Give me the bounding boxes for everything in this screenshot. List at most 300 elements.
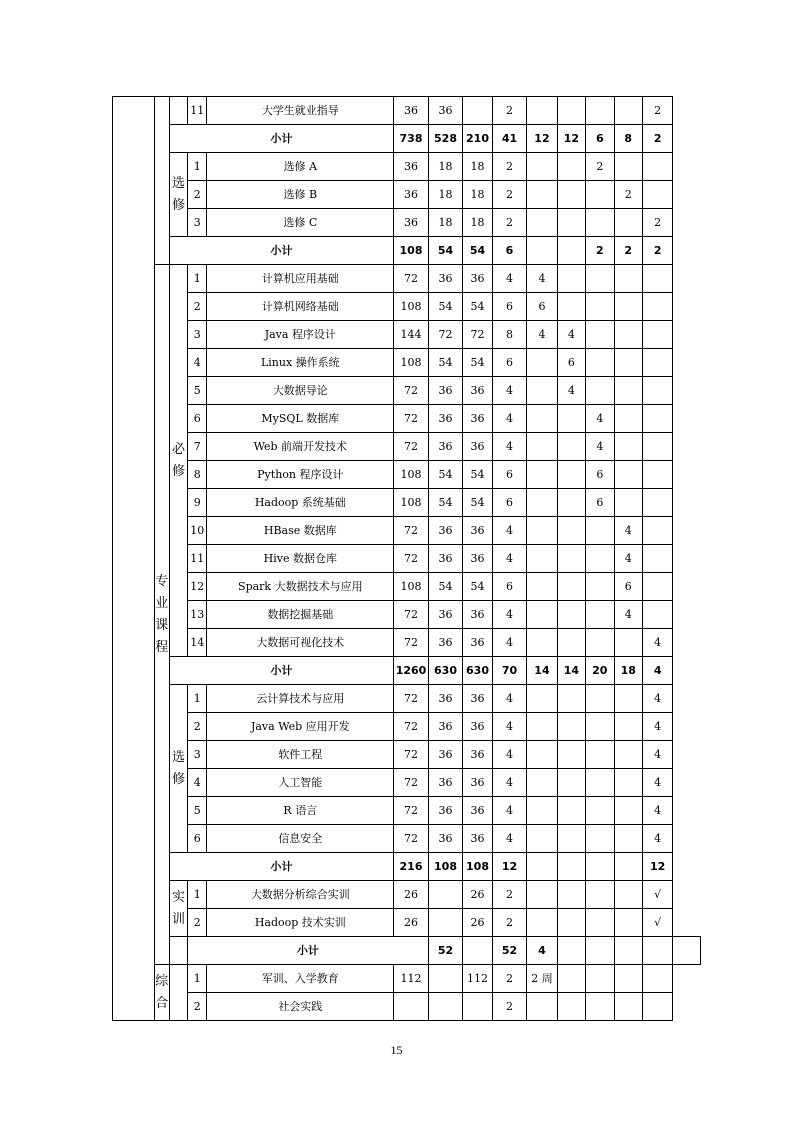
cell-s3: [586, 265, 614, 293]
subtotal-credit: 41: [492, 125, 527, 153]
cell-credit: 4: [492, 741, 527, 769]
cell-s1: [527, 405, 557, 433]
cell-hours: 72: [394, 741, 429, 769]
table-row: [113, 293, 701, 321]
cell-hours: 144: [394, 321, 429, 349]
cell-hours: 36: [394, 209, 429, 237]
cell-name: Hadoop 技术实训: [207, 909, 394, 937]
cell-practice: 36: [463, 825, 492, 853]
cell-name: 选修 C: [207, 209, 394, 237]
cell-no: 1: [188, 153, 207, 181]
cell-s5: [642, 517, 672, 545]
cell-name: 计算机网络基础: [207, 293, 394, 321]
vertical-label-char: 业: [155, 595, 169, 611]
cell-credit: 4: [492, 629, 527, 657]
vertical-label-char: 修: [171, 463, 185, 479]
cell-theory: 36: [428, 713, 463, 741]
cell-s1: 6: [527, 293, 557, 321]
cell-practice: 36: [463, 545, 492, 573]
subtotal-practice: 210: [463, 125, 492, 153]
cell-theory: 36: [428, 685, 463, 713]
cell-practice: 36: [463, 741, 492, 769]
cell-s5: √: [642, 881, 672, 909]
cell-s5: [642, 265, 672, 293]
cell-name: 信息安全: [207, 825, 394, 853]
cell-theory: [428, 909, 463, 937]
comprehensive-label: [154, 965, 169, 1021]
table-row: [113, 349, 701, 377]
subtotal-hours: 738: [394, 125, 429, 153]
cell-name: 社会实践: [207, 993, 394, 1021]
cell-s2: [557, 993, 585, 1021]
cell-hours: 36: [394, 181, 429, 209]
cell-practice: 54: [463, 461, 492, 489]
cell-practice: 18: [463, 181, 492, 209]
cell-s2: [557, 265, 585, 293]
cell-s1: [527, 741, 557, 769]
cell-s3: [586, 825, 614, 853]
subtotal-s4: 8: [614, 125, 642, 153]
cell-s2: [557, 461, 585, 489]
cell-s4: [614, 293, 642, 321]
cell-s5: 4: [642, 741, 672, 769]
table-row: [113, 741, 701, 769]
cell-hours: 36: [394, 153, 429, 181]
cell-s3: 6: [586, 489, 614, 517]
cell-credit: 2: [492, 993, 527, 1021]
table-row: [113, 97, 701, 125]
cell-name: 云计算技术与应用: [207, 685, 394, 713]
table-row: [113, 181, 701, 209]
cell-credit: 2: [492, 209, 527, 237]
cell-s5: [642, 545, 672, 573]
cell-practice: 36: [463, 629, 492, 657]
cell-s5: [642, 573, 672, 601]
cell-s4: [614, 769, 642, 797]
subtotal-practice: 54: [463, 237, 492, 265]
cell-s1: [527, 209, 557, 237]
cell-no: 4: [188, 769, 207, 797]
cell-hours: 72: [394, 601, 429, 629]
subtotal-theory: 108: [428, 853, 463, 881]
cell-no: 4: [188, 349, 207, 377]
vertical-label-char: 课: [155, 617, 169, 633]
cell-s4: [614, 489, 642, 517]
cell-no: 1: [188, 881, 207, 909]
cell-hours: 108: [394, 489, 429, 517]
cell-s4: [614, 881, 642, 909]
cell-theory: 54: [428, 349, 463, 377]
cell-theory: 18: [428, 181, 463, 209]
subtotal-s1: 12: [527, 125, 557, 153]
subgroup-cell: [169, 937, 187, 965]
cell-theory: 18: [428, 209, 463, 237]
cell-name: MySQL 数据库: [207, 405, 394, 433]
cell-s4: [614, 741, 642, 769]
vertical-label-char: 必: [171, 441, 185, 457]
cell-s3: [586, 741, 614, 769]
cell-s3: [586, 349, 614, 377]
cell-practice: [463, 993, 492, 1021]
cell-credit: 4: [492, 377, 527, 405]
cell-no: 2: [188, 293, 207, 321]
cell-credit: 2: [492, 965, 527, 993]
cell-s3: [586, 377, 614, 405]
cell-practice: 26: [463, 909, 492, 937]
cell-s3: [586, 181, 614, 209]
cell-s4: [614, 993, 642, 1021]
cell-theory: 18: [428, 153, 463, 181]
cell-no: 2: [188, 909, 207, 937]
cell-s3: [586, 517, 614, 545]
cell-s3: [586, 573, 614, 601]
cell-s3: [586, 881, 614, 909]
subtotal-theory: 528: [428, 125, 463, 153]
subtotal-hours: 216: [394, 853, 429, 881]
cell-s2: 4: [557, 321, 585, 349]
subtotal-s2: 14: [557, 657, 585, 685]
cell-s1: [527, 181, 557, 209]
cell-s3: [586, 909, 614, 937]
cell-theory: 36: [428, 629, 463, 657]
cell-s1: 4: [527, 265, 557, 293]
cell-name: 选修 A: [207, 153, 394, 181]
cell-s3: [586, 713, 614, 741]
cell-no: 13: [188, 601, 207, 629]
cell-hours: 72: [394, 433, 429, 461]
cell-s1: [527, 349, 557, 377]
cell-credit: 2: [492, 909, 527, 937]
cell-hours: 26: [394, 909, 429, 937]
cell-hours: [394, 993, 429, 1021]
vertical-label-char: 选: [171, 175, 185, 191]
cell-credit: 4: [492, 825, 527, 853]
cell-practice: 112: [463, 965, 492, 993]
table-row: [113, 405, 701, 433]
subtotal-credit: 4: [527, 937, 557, 965]
cell-practice: 18: [463, 209, 492, 237]
cell-hours: 72: [394, 545, 429, 573]
cell-practice: 54: [463, 573, 492, 601]
cell-no: 1: [188, 965, 207, 993]
cell-s5: [642, 993, 672, 1021]
cell-s2: [557, 825, 585, 853]
cell-s4: [614, 321, 642, 349]
cell-credit: 4: [492, 265, 527, 293]
cell-s4: [614, 433, 642, 461]
cell-no: 5: [188, 377, 207, 405]
cell-no: 2: [188, 993, 207, 1021]
cell-s5: [642, 349, 672, 377]
cell-s2: [557, 769, 585, 797]
cell-name: 软件工程: [207, 741, 394, 769]
cell-s1: [527, 797, 557, 825]
curriculum-table: [112, 96, 701, 1021]
cell-s3: 6: [586, 461, 614, 489]
cell-s4: [614, 713, 642, 741]
cell-hours: 72: [394, 629, 429, 657]
cell-s2: [557, 209, 585, 237]
subtotal-row: [113, 657, 701, 685]
cell-name: Spark 大数据技术与应用: [207, 573, 394, 601]
cell-s1: [527, 97, 557, 125]
cell-theory: [428, 965, 463, 993]
cell-credit: 6: [492, 293, 527, 321]
cell-no: 1: [188, 265, 207, 293]
table-row: [113, 685, 701, 713]
cell-theory: 36: [428, 797, 463, 825]
table-row: [113, 769, 701, 797]
cell-no: 6: [188, 825, 207, 853]
cell-no: 2: [188, 181, 207, 209]
subtotal-row: [113, 237, 701, 265]
subtotal-s1: [557, 937, 585, 965]
cell-credit: 2: [492, 181, 527, 209]
subtotal-hours: 52: [428, 937, 463, 965]
cell-no: 14: [188, 629, 207, 657]
cell-practice: 36: [463, 685, 492, 713]
subtotal-credit: 12: [492, 853, 527, 881]
cell-credit: 6: [492, 349, 527, 377]
vertical-label-char: 修: [171, 771, 185, 787]
subtotal-s1: [527, 853, 557, 881]
table-row: [113, 517, 701, 545]
cell-practice: 36: [463, 377, 492, 405]
subtotal-s2: 12: [557, 125, 585, 153]
cell-s3: 4: [586, 433, 614, 461]
cell-s4: [614, 909, 642, 937]
table-row: [113, 965, 701, 993]
cell-s2: 6: [557, 349, 585, 377]
table-row: [113, 433, 701, 461]
cell-s3: [586, 321, 614, 349]
cell-name: Linux 操作系统: [207, 349, 394, 377]
cell-credit: 6: [492, 573, 527, 601]
cell-practice: 72: [463, 321, 492, 349]
cell-name: Python 程序设计: [207, 461, 394, 489]
table-row: [113, 601, 701, 629]
cell-s4: [614, 629, 642, 657]
subtotal-s4: 18: [614, 657, 642, 685]
subtotal-s4: 2: [614, 237, 642, 265]
subtotal-s5: [673, 937, 701, 965]
table-row: [113, 825, 701, 853]
subtotal-s5: 2: [642, 125, 672, 153]
cell-s2: [557, 601, 585, 629]
subtotal-s2: [557, 237, 585, 265]
cell-credit: 6: [492, 461, 527, 489]
cell-s4: [614, 153, 642, 181]
cell-theory: 36: [428, 741, 463, 769]
elective-group-label: [169, 153, 187, 237]
cell-credit: 4: [492, 433, 527, 461]
cell-theory: 36: [428, 405, 463, 433]
cell-s1: [527, 825, 557, 853]
subtotal-practice: 52: [492, 937, 527, 965]
vertical-label-char: 专: [155, 573, 169, 589]
cell-theory: 54: [428, 573, 463, 601]
table-row: [113, 545, 701, 573]
cell-theory: [428, 881, 463, 909]
cell-s4: [614, 685, 642, 713]
cell-credit: 4: [492, 797, 527, 825]
cell-name: 选修 B: [207, 181, 394, 209]
cell-hours: 108: [394, 461, 429, 489]
cell-theory: 54: [428, 489, 463, 517]
cell-name: Java Web 应用开发: [207, 713, 394, 741]
table-row: [113, 573, 701, 601]
cell-credit: 2: [492, 881, 527, 909]
cell-practice: 36: [463, 517, 492, 545]
cell-theory: 54: [428, 461, 463, 489]
cell-theory: 36: [428, 377, 463, 405]
cell-s1: [527, 881, 557, 909]
subtotal-theory: [463, 937, 492, 965]
cell-s2: [557, 629, 585, 657]
cell-credit: 6: [492, 489, 527, 517]
subtotal-s2: [586, 937, 614, 965]
cell-credit: 4: [492, 769, 527, 797]
cell-hours: 72: [394, 713, 429, 741]
cell-s1: [527, 489, 557, 517]
cell-s4: 4: [614, 545, 642, 573]
cell-hours: 26: [394, 881, 429, 909]
cell-s5: 4: [642, 685, 672, 713]
cell-name: 人工智能: [207, 769, 394, 797]
cell-s4: 4: [614, 517, 642, 545]
cell-credit: 2: [492, 97, 527, 125]
subtotal-s5: 12: [642, 853, 672, 881]
cell-s1: [527, 909, 557, 937]
table-body: [113, 97, 701, 1021]
cell-s5: 4: [642, 629, 672, 657]
cell-no: 6: [188, 405, 207, 433]
cell-s5: [642, 601, 672, 629]
table-row: [113, 713, 701, 741]
cell-s3: [586, 209, 614, 237]
cell-s2: [557, 573, 585, 601]
subtotal-hours: 1260: [394, 657, 429, 685]
cell-s4: [614, 825, 642, 853]
cell-s5: [642, 181, 672, 209]
cell-practice: 36: [463, 713, 492, 741]
subtotal-s4: [614, 853, 642, 881]
cell-s4: [614, 461, 642, 489]
cell-credit: 4: [492, 405, 527, 433]
cell-s3: [586, 685, 614, 713]
subtotal-s3: 2: [586, 237, 614, 265]
cell-s2: [557, 741, 585, 769]
cell-no: 7: [188, 433, 207, 461]
subgroup-cell: [154, 97, 169, 265]
cell-s3: [586, 629, 614, 657]
cell-no: 2: [188, 713, 207, 741]
cell-practice: 36: [463, 769, 492, 797]
cell-s1: [527, 601, 557, 629]
cell-s5: √: [642, 909, 672, 937]
cell-hours: 72: [394, 377, 429, 405]
cell-s2: [557, 293, 585, 321]
cell-s2: [557, 685, 585, 713]
subtotal-label: 小计: [169, 237, 393, 265]
cell-s1: [527, 685, 557, 713]
cell-credit: 4: [492, 545, 527, 573]
cell-theory: 72: [428, 321, 463, 349]
cell-s1: [527, 629, 557, 657]
cell-theory: 36: [428, 601, 463, 629]
cell-s4: [614, 797, 642, 825]
table-row: [113, 993, 701, 1021]
cell-s1: 2 周: [527, 965, 557, 993]
cell-s3: [586, 545, 614, 573]
cell-s2: [557, 881, 585, 909]
cell-s2: [557, 489, 585, 517]
page-number: 15: [390, 1043, 403, 1057]
cell-s3: 4: [586, 405, 614, 433]
cell-credit: 4: [492, 685, 527, 713]
cell-no: 11: [188, 97, 207, 125]
subtotal-practice: 630: [463, 657, 492, 685]
cell-theory: 36: [428, 97, 463, 125]
cell-practice: 36: [463, 265, 492, 293]
subtotal-s2: [557, 853, 585, 881]
cell-practice: 36: [463, 797, 492, 825]
subtotal-s5: 2: [642, 237, 672, 265]
cell-s5: [642, 321, 672, 349]
subtotal-s3: 6: [586, 125, 614, 153]
subtotal-row: [113, 853, 701, 881]
subtotal-label: 小计: [169, 853, 393, 881]
cell-s3: [586, 993, 614, 1021]
cell-s5: [642, 293, 672, 321]
cell-credit: 4: [492, 517, 527, 545]
vertical-label-char: 程: [155, 639, 169, 655]
cell-s2: [557, 405, 585, 433]
cell-name: Hive 数据仓库: [207, 545, 394, 573]
cell-s1: [527, 433, 557, 461]
cell-practice: 26: [463, 881, 492, 909]
cell-s2: [557, 797, 585, 825]
cell-name: HBase 数据库: [207, 517, 394, 545]
cell-s1: [527, 153, 557, 181]
cell-s5: 4: [642, 797, 672, 825]
cell-s1: [527, 461, 557, 489]
table-row: [113, 881, 701, 909]
cell-s1: [527, 545, 557, 573]
cell-hours: 108: [394, 293, 429, 321]
cell-s1: [527, 769, 557, 797]
cell-theory: 36: [428, 825, 463, 853]
cell-hours: 72: [394, 769, 429, 797]
cell-s3: [586, 97, 614, 125]
cell-s4: [614, 965, 642, 993]
cell-practice: 54: [463, 293, 492, 321]
cell-hours: 72: [394, 265, 429, 293]
cell-name: Java 程序设计: [207, 321, 394, 349]
cell-hours: 108: [394, 349, 429, 377]
cell-credit: 4: [492, 713, 527, 741]
cell-theory: 36: [428, 517, 463, 545]
cell-s4: [614, 405, 642, 433]
cell-s5: 2: [642, 97, 672, 125]
cell-no: 9: [188, 489, 207, 517]
cell-s2: [557, 433, 585, 461]
subtotal-s1: 14: [527, 657, 557, 685]
cell-hours: 72: [394, 797, 429, 825]
cell-hours: 36: [394, 97, 429, 125]
cell-s5: 4: [642, 713, 672, 741]
cell-s1: [527, 713, 557, 741]
